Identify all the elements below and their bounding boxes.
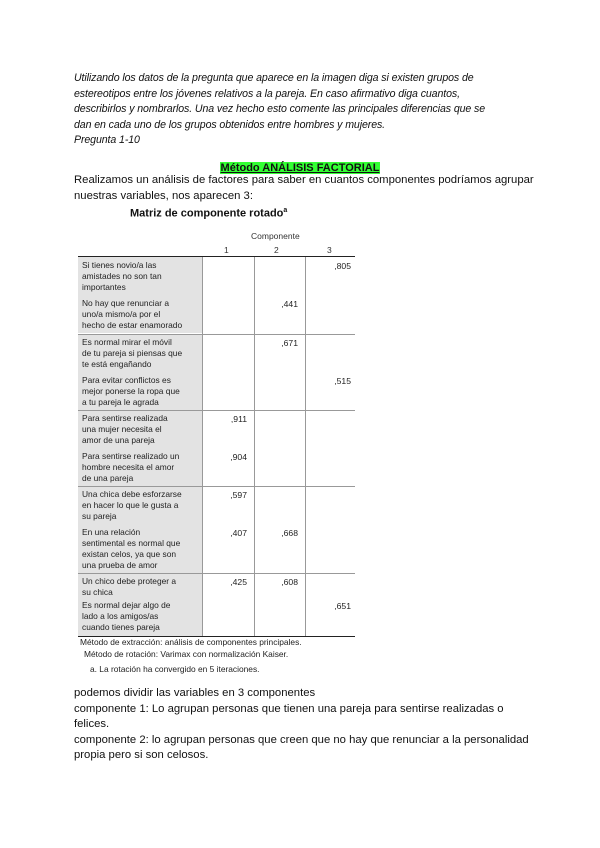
- loading-value-c3: ,805: [334, 261, 351, 271]
- loading-value-c1: ,407: [230, 528, 247, 538]
- group-divider: [78, 410, 355, 411]
- row-label-line: de una pareja: [82, 473, 134, 483]
- row-label-line: Es normal mirar el móvil: [82, 337, 172, 347]
- table-note: Método de extracción: análisis de componentes principales.: [80, 637, 302, 647]
- row-label-line: a tu pareja le agrada: [82, 397, 159, 407]
- loading-value-c3: ,651: [334, 601, 351, 611]
- row-label-line: una mujer necesita el: [82, 424, 162, 434]
- loading-value-c1: ,904: [230, 452, 247, 462]
- matrix-title-footnote: a: [283, 207, 288, 214]
- row-label: [78, 486, 202, 524]
- row-label-line: mejor ponerse la ropa que: [82, 386, 180, 396]
- row-label-line: su pareja: [82, 511, 117, 521]
- loading-value-c2: ,608: [281, 577, 298, 587]
- row-label-line: Es normal dejar algo de: [82, 600, 171, 610]
- row-label-line: existan celos, ya que son: [82, 549, 177, 559]
- column-header-2: 2: [274, 245, 279, 255]
- loading-value-c2: ,668: [281, 528, 298, 538]
- row-label-line: cuando tienes pareja: [82, 622, 160, 632]
- row-label-line: hecho de estar enamorado: [82, 320, 183, 330]
- matrix-title: [130, 207, 287, 220]
- row-label: [78, 410, 202, 448]
- loading-value-c2: ,441: [281, 299, 298, 309]
- conclusion-line: componente 1: Lo agrupan personas que tienen una pareja para sentirse realizadas o: [74, 702, 504, 715]
- loading-value-c1: ,425: [230, 577, 247, 587]
- row-label: [78, 524, 202, 573]
- loading-value-c2: ,671: [281, 338, 298, 348]
- table-note: a. La rotación ha convergido en 5 iteraciones.: [90, 664, 260, 674]
- row-label-line: Para evitar conflictos es: [82, 375, 171, 385]
- row-label: [78, 597, 202, 637]
- row-label: [78, 257, 202, 295]
- question-line: estereotipos entre los jóvenes relativos a la pareja. En caso afirmativo diga cuantos,: [74, 87, 460, 100]
- conclusion-line: componente 2: lo agrupan personas que creen que no hay que renunciar a la personalidad: [74, 733, 529, 746]
- paragraph-line: Realizamos un análisis de factores para saber en cuantos componentes podríamos agrupar: [74, 174, 534, 186]
- loading-value-c1: ,911: [230, 414, 247, 424]
- group-divider: [78, 334, 355, 335]
- row-label: [78, 372, 202, 410]
- row-label-line: de tu pareja si piensas que: [82, 348, 183, 358]
- row-label-line: Para sentirse realizada: [82, 413, 168, 423]
- method-heading-text: Método ANÁLISIS FACTORIAL: [220, 162, 380, 174]
- question-line: describirlos y nombrarlos. Una vez hecho esto comente las principales diferencias que se: [74, 103, 486, 116]
- row-label-line: amor de una pareja: [82, 435, 155, 445]
- column-header-1: 1: [224, 245, 229, 255]
- row-label-line: hombre necesita el amor: [82, 462, 175, 472]
- row-label-line: te está engañando: [82, 359, 152, 369]
- row-label-line: uno/a mismo/a por el: [82, 309, 161, 319]
- column-divider: [305, 257, 306, 637]
- group-divider: [78, 573, 355, 574]
- question-text: [74, 71, 534, 149]
- question-line: Utilizando los datos de la pregunta que aparece en la imagen diga si existen grupos de: [74, 72, 474, 84]
- component-header: Componente: [251, 231, 300, 241]
- question-line: dan en cada uno de los grupos obtenidos entre hombres y mujeres.: [74, 118, 386, 131]
- row-label-line: Si tienes novio/a las: [82, 260, 157, 270]
- row-label-line: importantes: [82, 282, 126, 292]
- column-divider: [254, 257, 255, 637]
- conclusion-line: propia pero si son celosos.: [74, 749, 209, 761]
- row-label-line: lado a los amigos/as: [82, 611, 159, 621]
- row-label-line: Una chica debe esforzarse: [82, 489, 182, 499]
- intro-paragraph: [74, 173, 534, 204]
- group-divider: [78, 486, 355, 487]
- row-label: [78, 334, 202, 372]
- row-label: [78, 573, 202, 597]
- row-label-line: su chica: [82, 587, 113, 597]
- row-label-line: amistades no son tan: [82, 271, 162, 281]
- conclusion-text: [74, 686, 534, 764]
- row-label-line: sentimental es normal que: [82, 538, 181, 548]
- table-note: Método de rotación: Varimax con normalización Kaiser.: [84, 649, 289, 659]
- row-label-line: una prueba de amor: [82, 560, 158, 570]
- loading-value-c3: ,515: [334, 376, 351, 386]
- row-label-line: No hay que renunciar a: [82, 298, 170, 308]
- row-label-line: Para sentirse realizado un: [82, 451, 180, 461]
- row-label: [78, 295, 202, 333]
- question-reference: Pregunta 1-10: [74, 134, 140, 147]
- conclusion-line: felices.: [74, 718, 110, 730]
- row-label: [78, 448, 202, 486]
- paragraph-line: nuestras variables, nos aparecen 3:: [74, 189, 253, 202]
- column-header-3: 3: [327, 245, 332, 255]
- column-divider: [202, 257, 203, 637]
- row-label-line: en hacer lo que le gusta a: [82, 500, 179, 510]
- loading-value-c1: ,597: [230, 490, 247, 500]
- matrix-title-text: Matriz de componente rotado: [130, 207, 284, 220]
- row-label-line: En una relación: [82, 527, 141, 537]
- conclusion-line: podemos dividir las variables en 3 componentes: [74, 687, 316, 699]
- row-label-line: Un chico debe proteger a: [82, 576, 177, 586]
